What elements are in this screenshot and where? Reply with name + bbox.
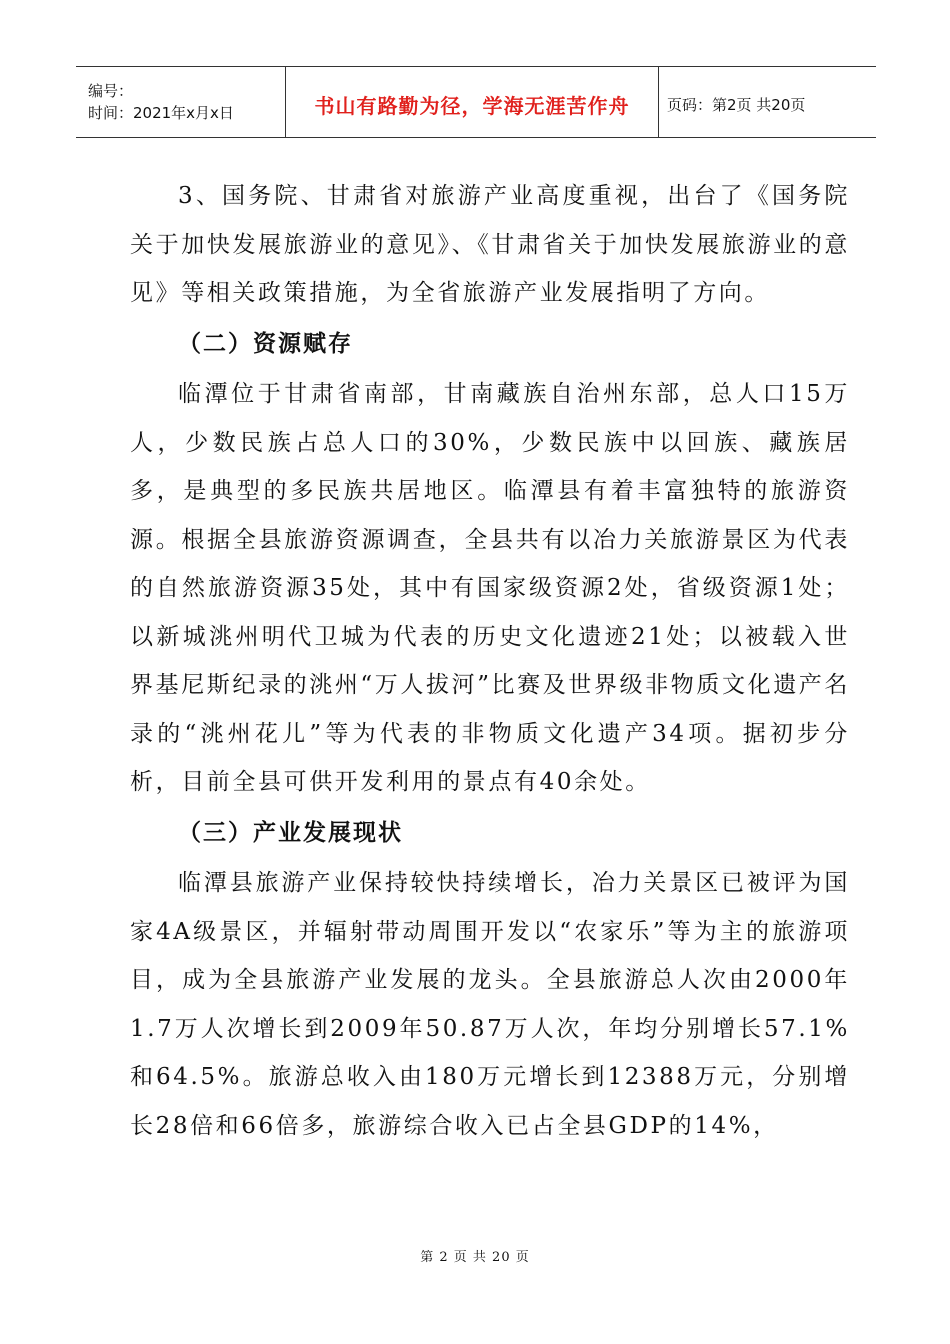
page-footer: 第 2 页 共 20 页 [420,1250,530,1265]
paragraph-industry-status: 临潭县旅游产业保持较快持续增长，冶力关景区已被评为国家4A级景区，并辐射带动周围开发以“农家乐”等为主的旅游项目，成为全县旅游产业发展的龙头。全县旅游总人次由2000年1.7万人次增长到2009年50.87万人次，年均分别增长57.1%和64.5%。旅游总收入由180万元增长到12388万元，分别增长28倍和66倍多，旅游综合收入已占全县GDP的14%， [130,870,850,1139]
header-motto: 书山有路勤为径，学海无涯苦作舟 [314,93,630,118]
paragraph-policy: 3、国务院、甘肃省对旅游产业高度重视，出台了《国务院关于加快发展旅游业的意见》、《甘肃省关于加快发展旅游业的意见》等相关政策措施，为全省旅游产业发展指明了方向。 [130,183,850,306]
header-meta [76,67,286,137]
document-time-label: 时间：2021年x月x日 [88,104,234,122]
section-heading-resources: （二）资源赋存 [178,330,353,357]
document-number-label: 编号： [88,82,134,100]
page-header [76,66,876,138]
header-page-info-cell [659,67,876,137]
paragraph-resources: 临潭位于甘肃省南部，甘南藏族自治州东部，总人口15万人，少数民族占总人口的30%，少数民族中以回族、藏族居多，是典型的多民族共居地区。临潭县有着丰富独特的旅游资源。根据全县旅游资源调查，全县共有以冶力关旅游景区为代表的自然旅游资源35处，其中有国家级资源2处，省级资源1处；以新城洮州明代卫城为代表的历史文化遗迹21处；以被载入世界基尼斯纪录的洮州“万人拔河”比赛及世界级非物质文化遗产名录的“洮州花儿”等为代表的非物质文化遗产34项。据初步分析，目前全县可供开发利用的景点有40余处。 [130,381,850,795]
section-heading-industry-status: （三）产业发展现状 [178,819,403,846]
document-body [130,172,850,1150]
header-page-info: 页码：第2页 共20页 [667,95,806,114]
header-motto-cell [286,67,659,137]
